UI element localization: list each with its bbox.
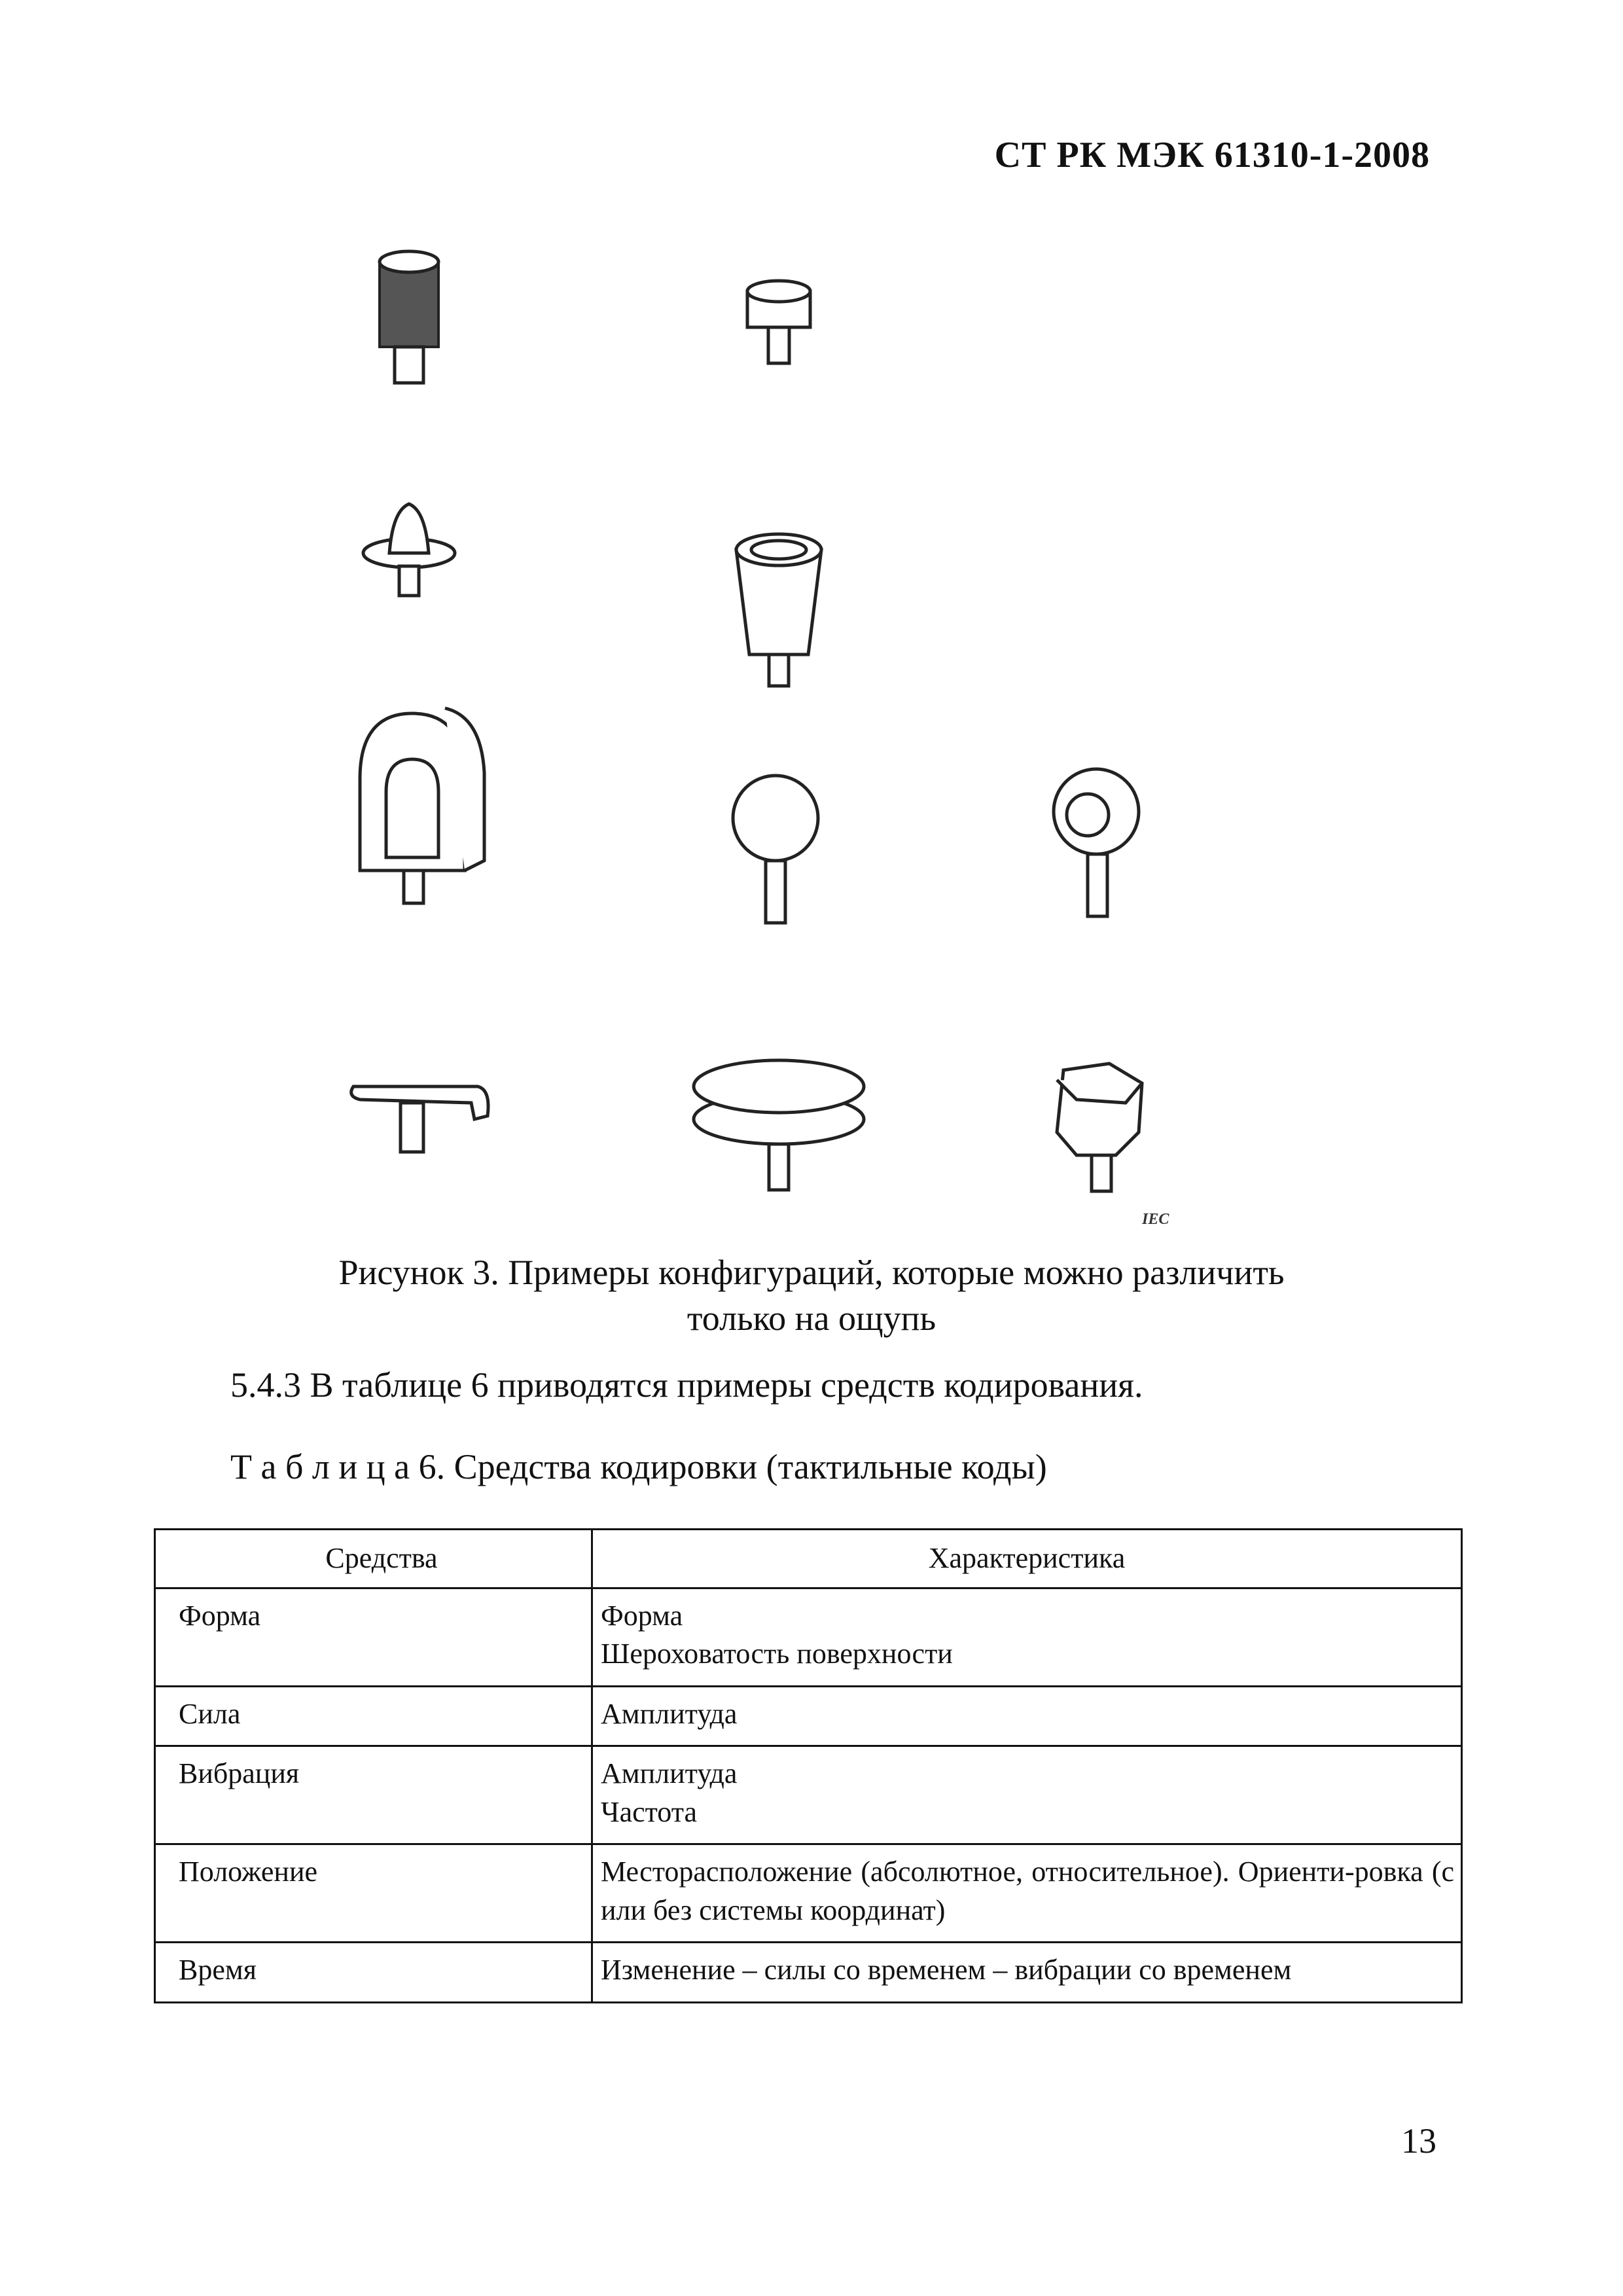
iec-mark: IEC [1142, 1211, 1169, 1228]
cylinder-knob-icon [380, 251, 438, 383]
means-cell: Положение [155, 1844, 592, 1943]
ring-knob-icon [1054, 769, 1139, 916]
paragraph-5-4-3: 5.4.3 В таблице 6 приводятся примеры средств кодирования. [230, 1365, 1143, 1405]
arch-handle-icon [360, 708, 484, 903]
document-code: СТ РК МЭК 61310-1-2008 [994, 135, 1430, 175]
tactile-shapes-figure [340, 216, 1243, 1237]
table-caption: Т а б л и ц а 6. Средства кодировки (тактильные коды) [230, 1447, 1047, 1486]
means-cell: Сила [155, 1686, 592, 1746]
table-row [155, 1746, 1462, 1844]
bar-handle-icon [351, 1086, 488, 1152]
characteristic-cell [592, 1746, 1462, 1844]
hexagonal-knob-icon [1057, 1064, 1142, 1191]
tapered-cup-knob-icon [736, 534, 821, 686]
column-header-characteristic: Характеристика [592, 1530, 1462, 1588]
column-header-means: Средства [155, 1530, 592, 1588]
mushroom-knob-icon [363, 504, 455, 596]
table-row [155, 1588, 1462, 1686]
table-row [155, 1943, 1462, 2003]
table-row [155, 1686, 1462, 1746]
table-header-row [155, 1530, 1462, 1588]
characteristic-line: Амплитуда [601, 1757, 738, 1790]
sphere-knob-icon [733, 776, 818, 923]
characteristic-cell: Изменение – силы со временем – вибрации со временем [592, 1943, 1462, 2003]
characteristic-cell: Месторасположение (абсолютное, относительное). Ориенти-ровка (с или без системы координат) [592, 1844, 1462, 1943]
characteristic-line: Форма [601, 1599, 683, 1632]
means-cell: Время [155, 1943, 592, 2003]
table-row [155, 1844, 1462, 1943]
tactile-codes-table [154, 1528, 1463, 2003]
double-disc-knob-icon [694, 1060, 864, 1190]
characteristic-line: Амплитуда [601, 1697, 738, 1730]
means-cell: Форма [155, 1588, 592, 1686]
characteristic-line: Частота [601, 1795, 698, 1828]
means-cell: Вибрация [155, 1746, 592, 1844]
characteristic-cell [592, 1686, 1462, 1746]
figure-caption-line-1: Рисунок 3. Примеры конфигураций, которые можно различить [338, 1253, 1285, 1292]
page-number: 13 [1401, 2121, 1436, 2161]
short-cylinder-knob-icon [747, 281, 810, 363]
characteristic-line: Шероховатость поверхности [601, 1638, 953, 1670]
characteristic-cell [592, 1588, 1462, 1686]
figure-caption-line-2: только на ощупь [687, 1299, 936, 1338]
